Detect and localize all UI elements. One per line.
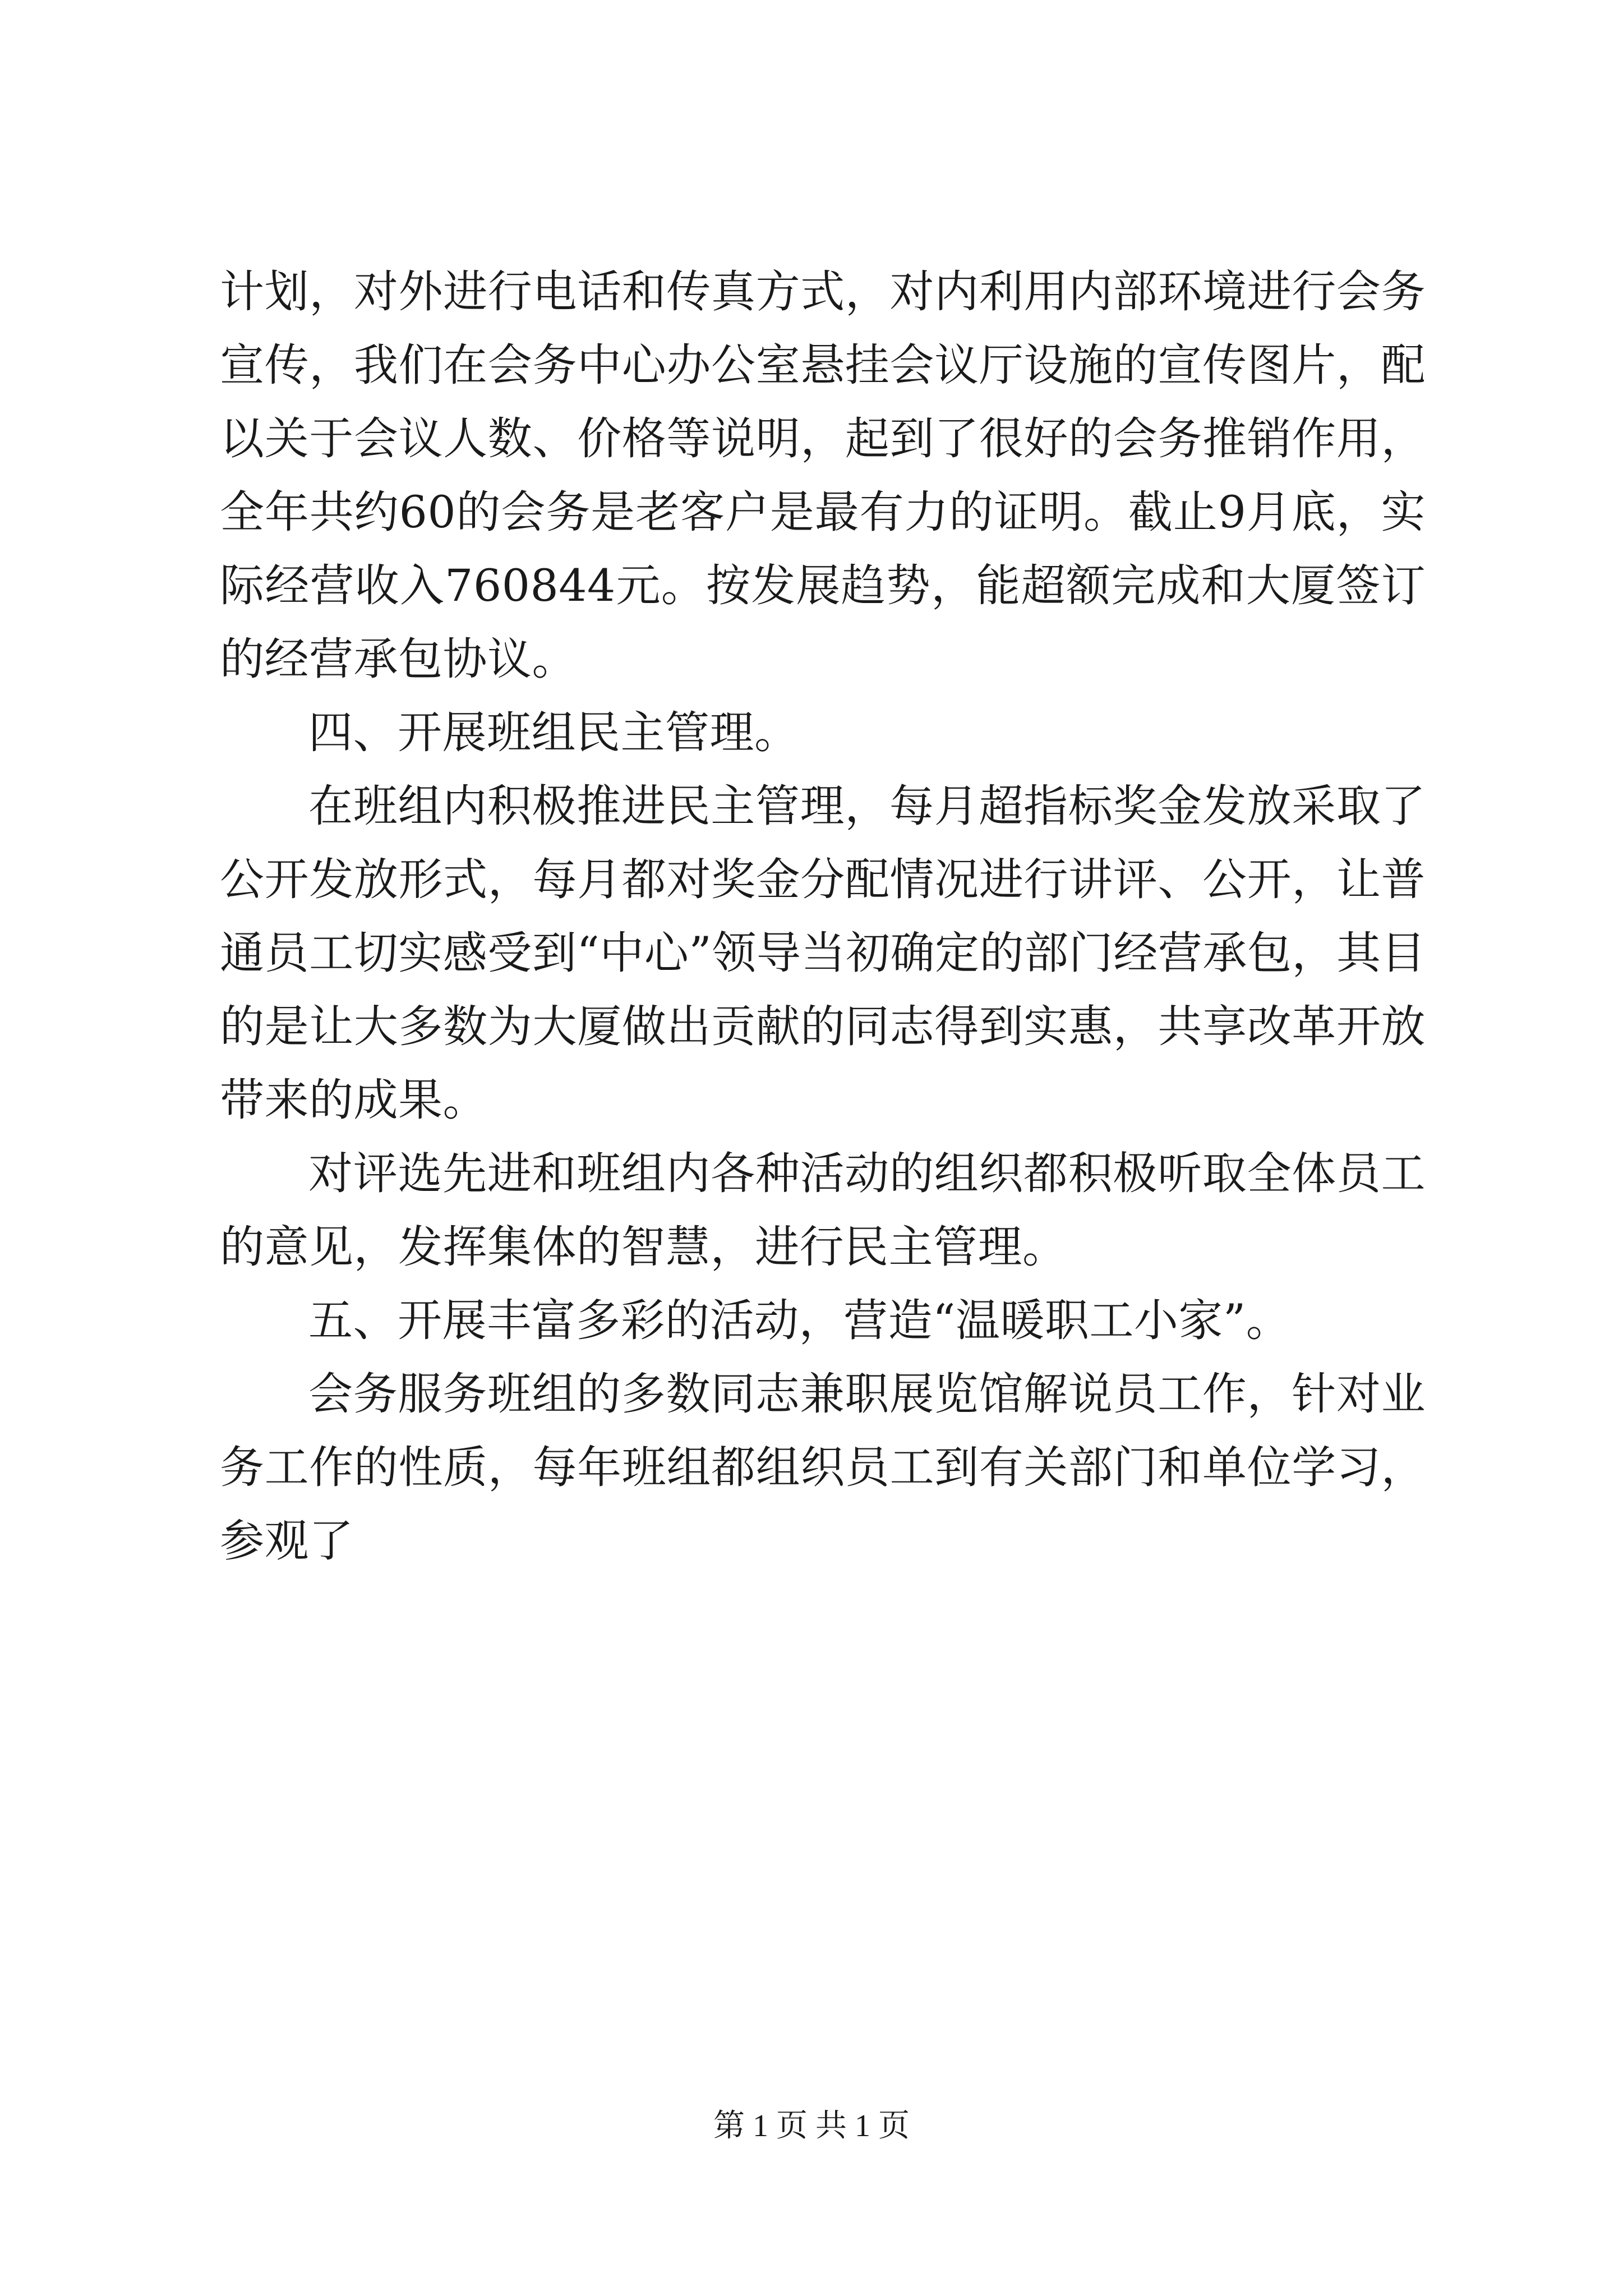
- paragraph-opinions: 对评选先进和班组内各种活动的组织都积极听取全体员工的意见，发挥集体的智慧，进行民主管理。: [220, 1148, 1426, 1273]
- paragraph-continuation: 计划，对外进行电话和传真方式，对内利用内部环境进行会务宣传，我们在会务中心办公室悬挂会议厅设施的宣传图片，配以关于会议人数、价格等说明，起到了很好的会务推销作用，全年共约60的会务是老客户是最有力的证明。截止9月底，实际经营收入760844元。按发展趋势，能超额完成和大厦签订的经营承包协议。: [220, 266, 1426, 685]
- paragraph-democratic-management: 在班组内积极推进民主管理，每月超指标奖金发放采取了公开发放形式，每月都对奖金分配情况进行讲评、公开，让普通员工切实感受到“中心”领导当初确定的部门经营承包，其目的是让大多数为大厦做出贡献的同志得到实惠，共享改革开放带来的成果。: [220, 780, 1426, 1126]
- document-body: [220, 255, 1426, 1578]
- paragraph-activities: 会务服务班组的多数同志兼职展览馆解说员工作，针对业务工作的性质，每年班组都组织员工到有关部门和单位学习，参观了: [220, 1368, 1426, 1567]
- section-heading-5: 五、开展丰富多彩的活动，营造“温暖职工小家”。: [308, 1295, 1291, 1346]
- page-number-footer: 第 1 页 共 1 页: [713, 2109, 910, 2143]
- section-heading-4: 四、开展班组民主管理。: [308, 707, 799, 758]
